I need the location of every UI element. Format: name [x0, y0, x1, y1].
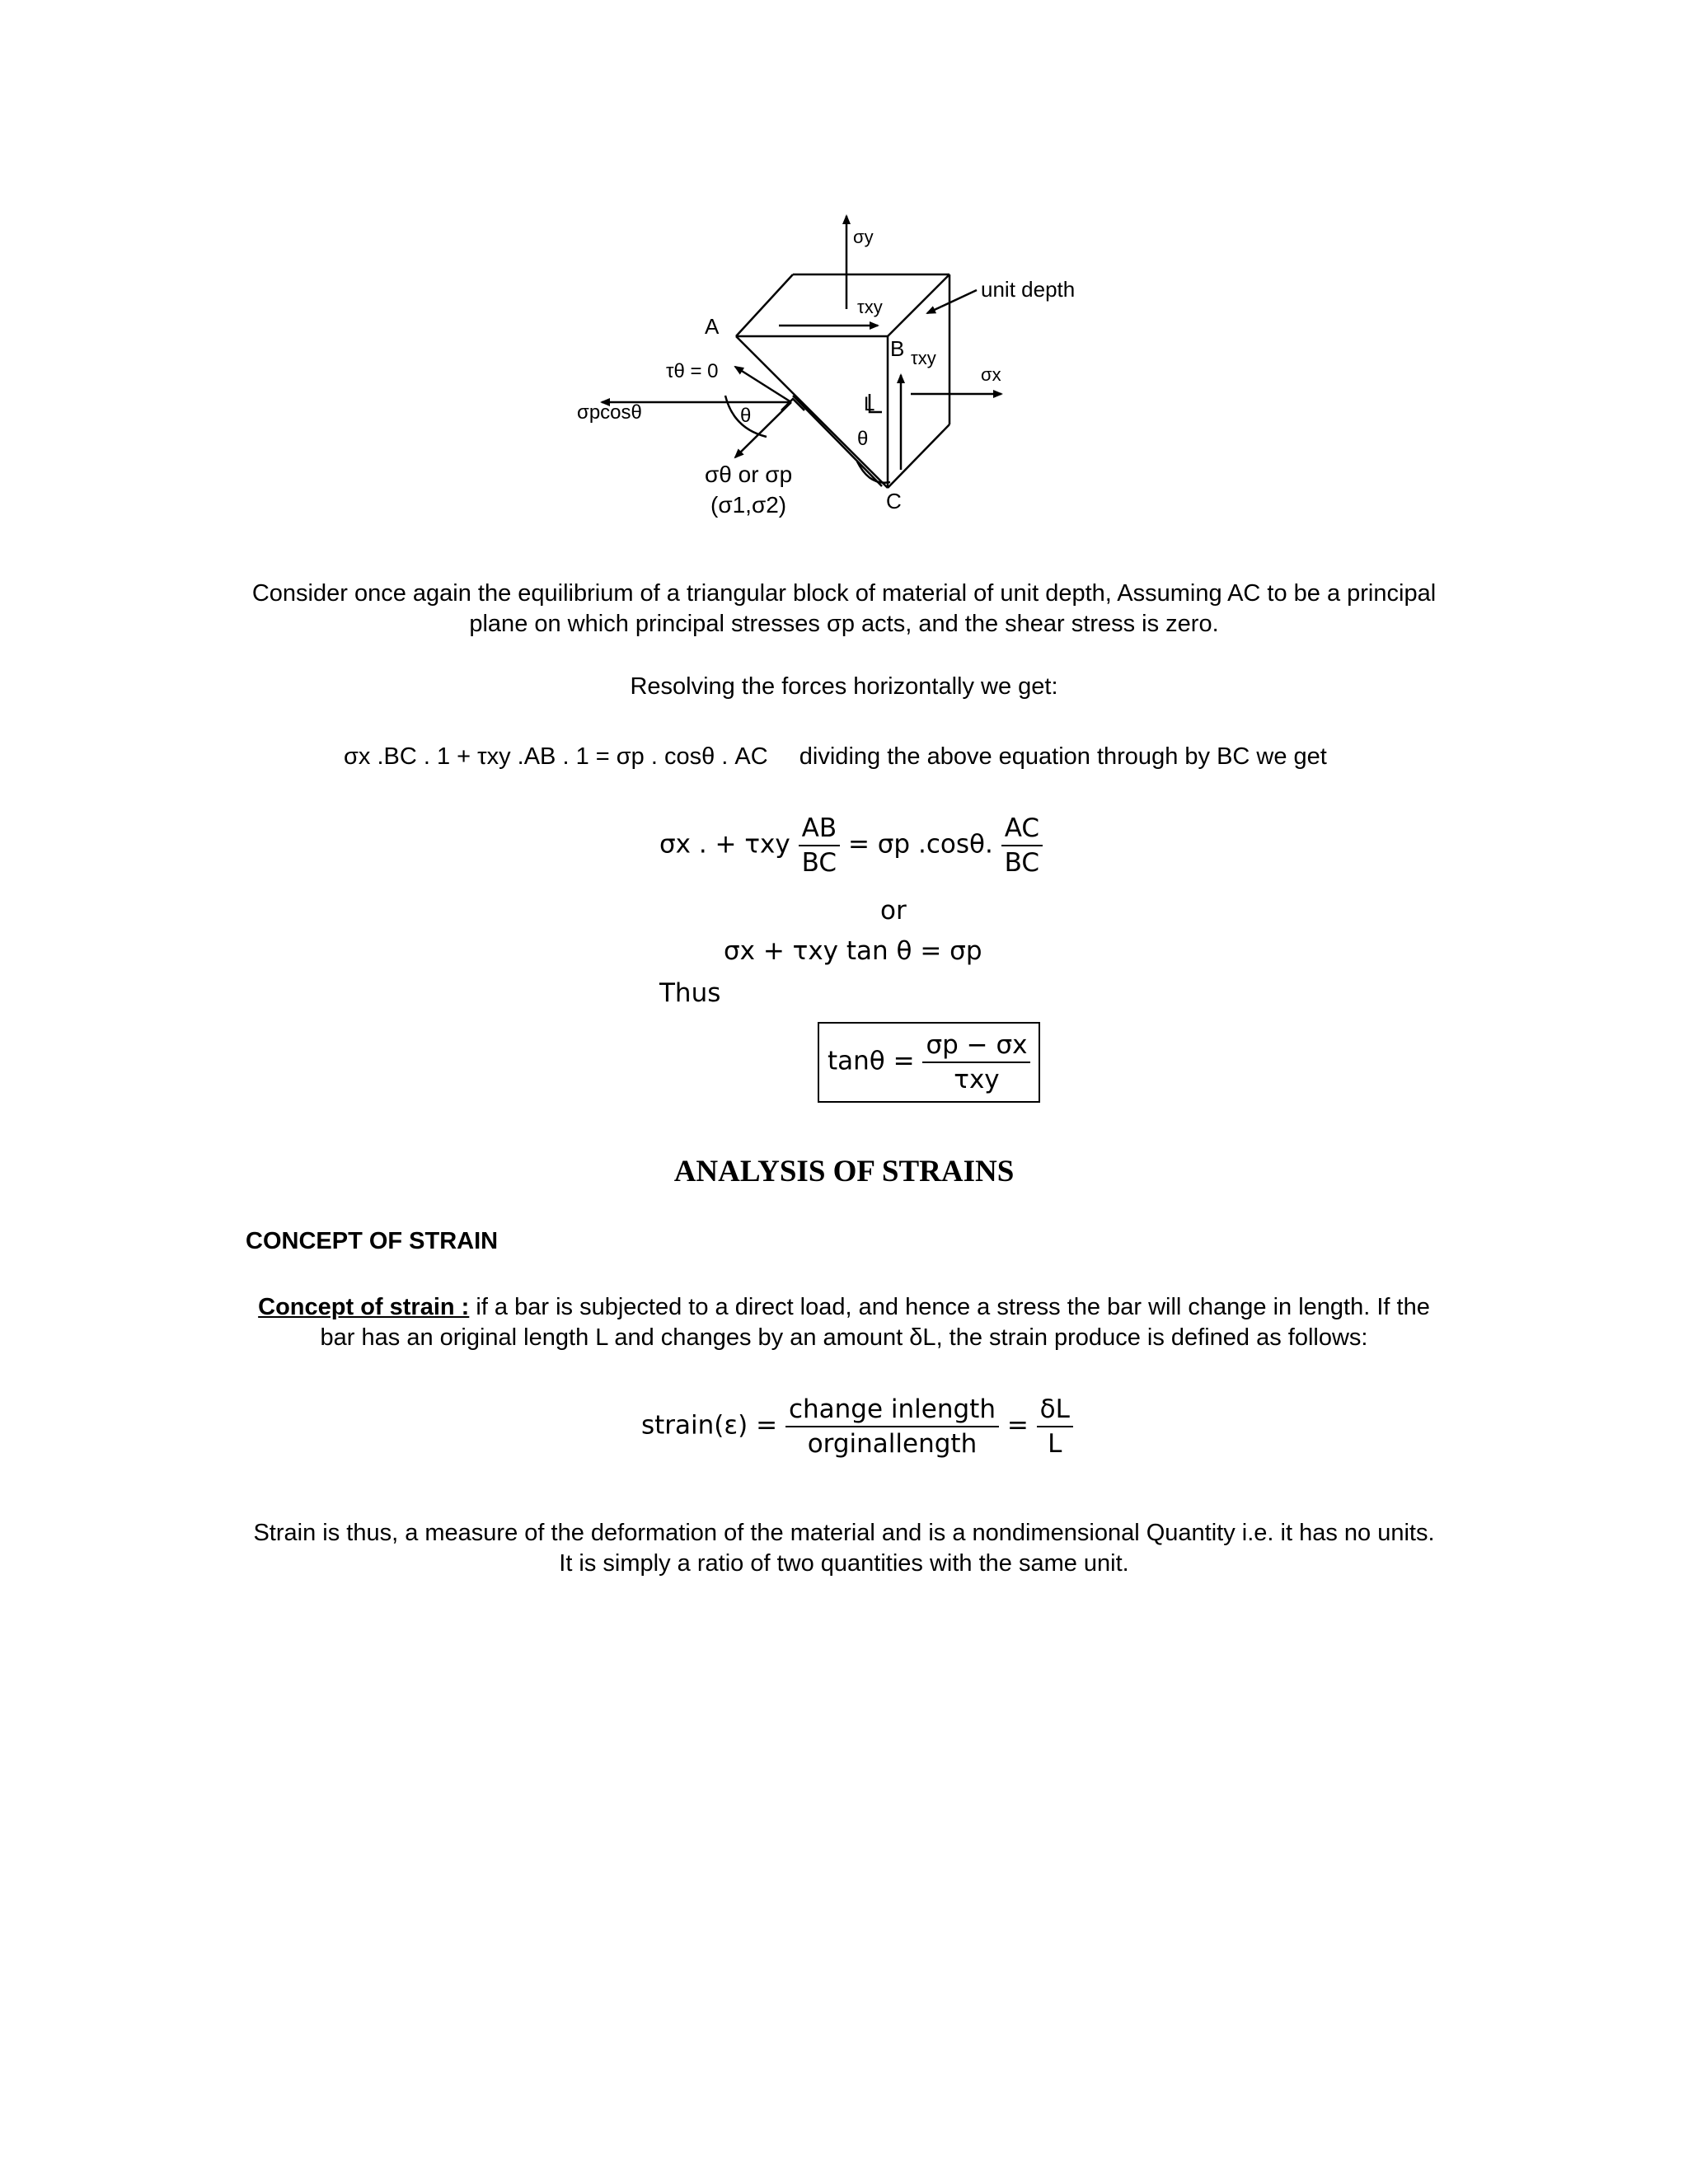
right-angle-label: L: [864, 393, 875, 415]
sigma-y-label: σy: [853, 227, 874, 247]
concept-paragraph: [247, 1292, 1441, 1353]
theta-bottom-label: θ: [857, 428, 869, 450]
stress-element-diagram: [0, 0, 1688, 577]
point-a-label: A: [705, 314, 720, 339]
point-b-label: B: [890, 336, 905, 361]
equilibrium-equation: [344, 743, 1327, 771]
boxed-numerator: σp − σx: [922, 1029, 1030, 1063]
intro-paragraph: Consider once again the equilibrium of a triangular block of material of unit depth, Assuming AC to be a principal plane on which principal stresses σp acts, and the shear stress is zero.: [251, 580, 1437, 637]
subsection-title: CONCEPT OF STRAIN: [246, 1228, 499, 1254]
edge-c-back: [888, 424, 950, 488]
strain-fraction-2: [1037, 1393, 1073, 1460]
boxed-fraction: [922, 1029, 1030, 1096]
sigma-theta-or-sigma-p-label: σθ or σp: [705, 462, 793, 487]
equation-simplified: σx + τxy tan θ = σp: [724, 936, 982, 966]
fraction-ac-bc: [1001, 812, 1043, 879]
strain-numerator: change inlength: [785, 1393, 999, 1427]
section-title: ANALYSIS OF STRAINS: [673, 1155, 1015, 1188]
strain-numerator-2: δL: [1037, 1393, 1073, 1427]
boxed-tan-theta-equation: [818, 1022, 1040, 1103]
concept-text: if a bar is subjected to a direct load, and hence a stress the bar will change in length. If the bar has an original length L and changes by an amount δL, the strain produce is defined as follows:: [320, 1294, 1430, 1351]
theta-left-label: θ: [740, 405, 752, 427]
equation-rhs: dividing the above equation through by BC we get: [799, 743, 1327, 770]
closing-paragraph: Strain is thus, a measure of the deformation of the material and is a nondimensional Quantity i.e. it has no units. It is simply a ratio of two quantities with the same unit.: [253, 1520, 1435, 1577]
strain-equation: [641, 1393, 1073, 1460]
fraction-ac: AC: [1001, 812, 1043, 846]
sigma-1-sigma-2-label: (σ1,σ2): [710, 492, 787, 518]
sigma-p-cos-theta-label: σpcosθ: [577, 401, 642, 424]
fraction-ab: AB: [799, 812, 840, 846]
point-c-label: C: [886, 489, 902, 513]
strain-left: strain(ε) =: [641, 1410, 778, 1441]
fraction-bc-2: BC: [1004, 848, 1040, 878]
eq1-mid: = σp .cosθ.: [847, 829, 993, 860]
tau-xy-top-label: τxy: [857, 297, 883, 317]
strain-denominator-2: L: [1048, 1429, 1062, 1459]
equation-divided: [659, 812, 1043, 879]
strain-fraction: [785, 1393, 999, 1460]
edge-ab-back: [736, 274, 793, 336]
tau-theta-zero-label: τθ = 0: [666, 360, 719, 382]
strain-equals: =: [1006, 1410, 1029, 1441]
unit-depth-pointer: [927, 290, 977, 313]
boxed-denominator: τxy: [954, 1065, 1000, 1094]
fraction-ab-bc: [799, 812, 840, 879]
resolving-text: Resolving the forces horizontally we get:: [630, 673, 1058, 700]
or-text: or: [880, 896, 907, 926]
fraction-bc: BC: [801, 848, 837, 878]
boxed-left: tanθ =: [828, 1046, 915, 1076]
sigma-x-label: σx: [981, 364, 1001, 385]
thus-text: Thus: [659, 978, 721, 1008]
strain-denominator: orginallength: [807, 1429, 978, 1459]
unit-depth-label: unit depth: [981, 277, 1076, 302]
concept-label: Concept of strain :: [258, 1294, 470, 1320]
eq1-left: σx . + τxy: [659, 829, 790, 860]
edge-b-back: [888, 274, 950, 336]
equation-lhs: σx .BC . 1 + τxy .AB . 1 = σp . cosθ . AC: [344, 743, 768, 770]
tau-xy-right-label: τxy: [911, 348, 936, 368]
